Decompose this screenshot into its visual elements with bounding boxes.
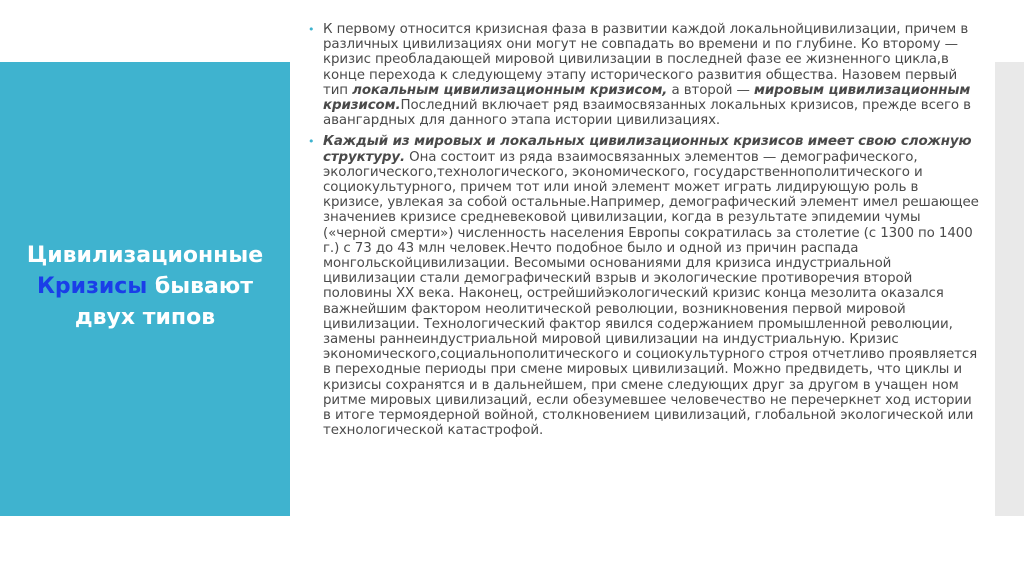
bullet-1-emphasis-global: мировым цивилизационным кризисом. [323,82,971,114]
right-side-bar [995,62,1024,516]
bullet-2-emphasis-structure: Каждый из мировых и локальных цивилизационных кризисов имеет свою сложную структуру. [323,134,972,165]
title-part-2: бывают двух типов [74,273,254,330]
bullet-dot-icon: • [308,135,315,149]
bullet-1-text-3: Последний включает ряд взаимосвязанных локальных кризисов, прежде всего в авангардных для данного этапа истории цивилизациях. [323,98,971,129]
title-highlight: Кризисы [36,273,148,299]
bullet-item-1 [306,22,982,128]
bullet-1-text-1: К первому относится кризисная фаза в развитии каждой локальнойцивилизации, причем в различных цивилизациях они могут не совпадать во времени и по глубине. Ко второму — кризис преобладающей мировой цивилизации в последней фазе ее жизненного цикла,в конце перехода к следующему этапу исторического развития общества. Назовем первый тип [323,22,969,98]
title-panel [0,62,290,516]
title-part-1: Цивилизационные [26,242,264,268]
bullet-1-emphasis-local: локальным цивилизационным кризисом, [352,82,668,98]
bullet-2-text-1: Она состоит из ряда взаимосвязанных элементов — демографического, экологического,технологического, экономического, государственнополитического и социокультурного, причем тот или иной элемент может играть лидирующую роль в кризисе, увлекая за собой остальные.Например, демографический элемент имел решающее значениев кризисе средневековой цивилизации, когда в результате эпидемии чумы («черной смерти») численность населения Европы сократилась за столетие (с 1300 по 1400 г.) с 73 до 43 млн человек.Нечто подобное было и одной из причин распада монгольскойцивилизации. Весомыми основаниями для кризиса индустриальной цивилизации стали демографический взрыв и экологические противоречия второй половины XX века. Наконец, острейшийэкологический кризис конца мезолита оказался важнейшим фактором неолитической революции, возникновения первой мировой цивилизации. Технологический фактор явился содержанием промышленной революции, замены раннеиндустриальной мировой цивилизации на индустриальную. Кризис экономического,социальнополитического и социокультурного строя отчетливо проявляется в переходные периоды при смене мировых цивилизаций. Можно предвидеть, что циклы и кризисы сохранятся и в дальнейшем, при смене следующих друг за другом в учащен ном ритме мировых цивилизаций, если обезумевшее человечество не перечеркнет ход истории в итоге термоядерной войной, столкновением цивилизаций, глобальной экологической или технологической катастрофой. [323,149,979,439]
slide-title [15,240,275,333]
bullet-dot-icon: • [308,23,315,36]
bullet-1-text-2: а второй — [667,82,754,98]
bullet-item-2 [306,134,982,438]
content-area [306,22,982,444]
